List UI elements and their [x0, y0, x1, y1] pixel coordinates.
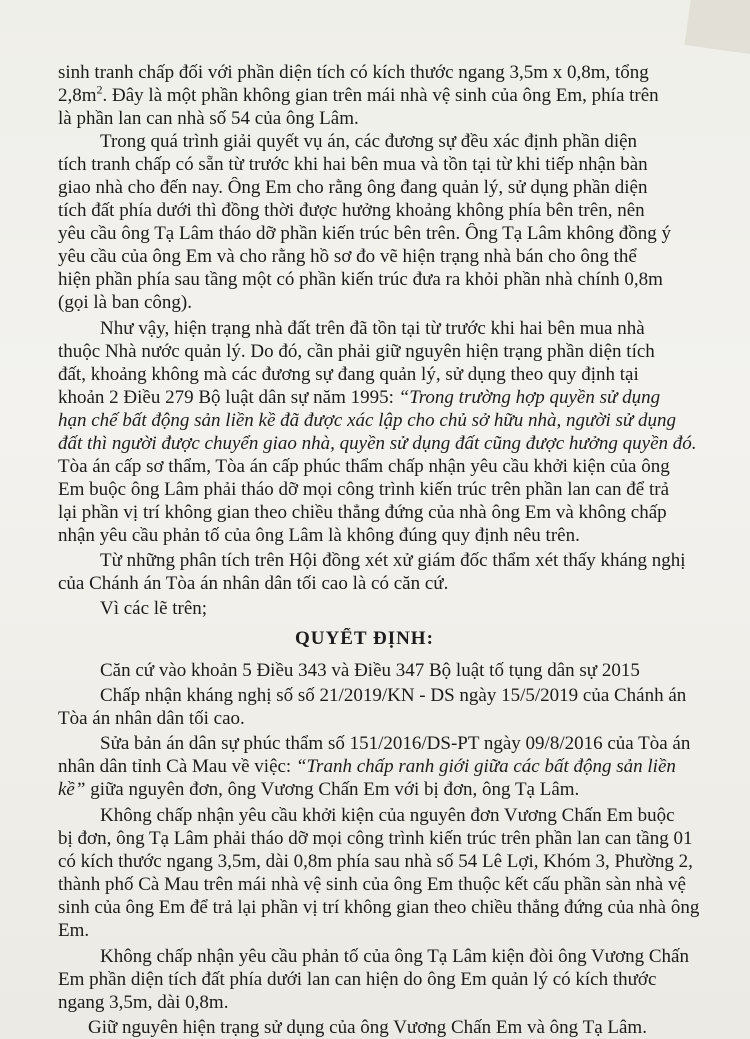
- text-line: [58, 269, 750, 291]
- line-segment: hiện phần phía sau tầng một có phần kiến trúc đưa ra khỏi phần nhà chính 0,8m: [58, 269, 663, 290]
- line-segment: tích tranh chấp có sẵn từ trước khi hai bên mua và tồn tại từ khi tiếp nhận bàn: [58, 154, 648, 175]
- line-segment: kề”: [58, 779, 86, 800]
- text-line: [100, 550, 750, 572]
- line-segment: Em phần diện tích đất phía dưới lan can hiện do ông Em quản lý có kích thước: [58, 969, 657, 990]
- line-segment: Từ những phân tích trên Hội đồng xét xử giám đốc thẩm xét thấy kháng nghị: [100, 550, 686, 571]
- line-segment: “Trong trường hợp quyền sử dụng: [398, 387, 661, 408]
- line-segment: Trong quá trình giải quyết vụ án, các đương sự đều xác định phần diện: [100, 131, 638, 152]
- line-segment: Không chấp nhận yêu cầu phản tố của ông Tạ Lâm kiện đòi ông Vương Chấn: [100, 946, 689, 967]
- text-line: [58, 920, 750, 942]
- line-segment: Vì các lẽ trên;: [100, 598, 208, 619]
- line-segment: lại phần vị trí không gian theo chiều thẳng đứng của nhà ông Em và không chấp: [58, 502, 667, 523]
- text-line: [88, 1017, 750, 1039]
- line-segment: Tòa án cấp sơ thẩm, Tòa án cấp phúc thẩm chấp nhận yêu cầu khởi kiện của ông: [58, 456, 670, 477]
- text-line: [58, 433, 750, 455]
- text-line: [100, 318, 750, 340]
- line-segment: của Chánh án Tòa án nhân dân tối cao là có căn cứ.: [58, 573, 449, 594]
- page-corner-fold: [684, 0, 750, 55]
- text-line: [58, 969, 750, 991]
- line-segment: QUYẾT ĐỊNH:: [295, 628, 434, 649]
- line-segment: 2: [96, 85, 103, 97]
- line-segment: đất, khoảng không mà các đương sự đang quản lý, sử dụng theo quy định tại: [58, 364, 639, 385]
- text-line: [58, 828, 750, 850]
- text-line: [100, 946, 750, 968]
- line-segment: Như vậy, hiện trạng nhà đất trên đã tồn tại từ trước khi hai bên mua nhà: [100, 318, 645, 339]
- text-line: [58, 364, 750, 386]
- line-segment: . Đây là một phần không gian trên mái nhà vệ sinh của ông Em, phía trên: [102, 85, 659, 106]
- line-segment: thành phố Cà Mau trên mái nhà vệ sinh của ông Em thuộc kết cấu phần sàn nhà vệ: [58, 874, 686, 895]
- text-line: [58, 223, 750, 245]
- section-heading: [295, 628, 750, 650]
- text-line: [100, 733, 750, 755]
- line-segment: sinh tranh chấp đối với phần diện tích có kích thước ngang 3,5m x 0,8m, tổng: [58, 62, 649, 83]
- line-segment: yêu cầu của ông Em và cho rằng hồ sơ đo vẽ hiện trạng nhà bán cho ông thể: [58, 246, 637, 267]
- text-line: [58, 108, 750, 130]
- text-line: [58, 502, 750, 524]
- text-line: [58, 85, 750, 107]
- text-line: [58, 897, 750, 919]
- line-segment: Giữ nguyên hiện trạng sử dụng của ông Vương Chấn Em và ông Tạ Lâm.: [88, 1017, 647, 1038]
- text-line: [58, 292, 750, 314]
- line-segment: tích đất phía dưới thì đồng thời được hưởng khoảng không phía bên trên, nên: [58, 200, 645, 221]
- line-segment: nhân dân tỉnh Cà Mau về việc:: [58, 756, 296, 777]
- text-line: [100, 660, 750, 682]
- text-line: [58, 525, 750, 547]
- line-segment: hạn chế bất động sản liền kề đã được xác lập cho chủ sở hữu nhà, người sử dụng: [58, 410, 677, 431]
- line-segment: Sửa bản án dân sự phúc thẩm số 151/2016/DS-PT ngày 09/8/2016 của Tòa án: [100, 733, 691, 754]
- line-segment: Căn cứ vào khoản 5 Điều 343 và Điều 347 Bộ luật tố tụng dân sự 2015: [100, 660, 640, 681]
- line-segment: Em.: [58, 920, 90, 941]
- line-segment: bị đơn, ông Tạ Lâm phải tháo dỡ mọi công trình kiến trúc trên phần lan can tầng 01: [58, 828, 693, 849]
- text-line: [58, 479, 750, 501]
- line-segment: Không chấp nhận yêu cầu khởi kiện của nguyên đơn Vương Chấn Em buộc: [100, 805, 675, 826]
- line-segment: giữa nguyên đơn, ông Vương Chấn Em với bị đơn, ông Tạ Lâm.: [85, 779, 580, 800]
- line-segment: có kích thước ngang 3,5m, dài 0,8m phía sau nhà số 54 Lê Lợi, Khóm 3, Phường 2,: [58, 851, 693, 872]
- text-line: [58, 200, 750, 222]
- line-segment: ngang 3,5m, dài 0,8m.: [58, 992, 229, 1013]
- line-segment: Chấp nhận kháng nghị số số 21/2019/KN - DS ngày 15/5/2019 của Chánh án: [100, 685, 687, 706]
- text-line: [100, 598, 750, 620]
- text-line: [58, 874, 750, 896]
- text-line: [58, 992, 750, 1014]
- line-segment: là phần lan can nhà số 54 của ông Lâm.: [58, 108, 359, 129]
- line-segment: Em buộc ông Lâm phải tháo dỡ mọi công trình kiến trúc trên phần lan can để trả: [58, 479, 670, 500]
- text-line: [58, 177, 750, 199]
- text-line: [100, 685, 750, 707]
- line-segment: thuộc Nhà nước quản lý. Do đó, cần phải giữ nguyên hiện trạng phần diện tích: [58, 341, 655, 362]
- line-segment: “Tranh chấp ranh giới giữa các bất động sản liền: [295, 756, 676, 777]
- text-line: [58, 851, 750, 873]
- line-segment: nhận yêu cầu phản tố của ông Lâm là không đúng quy định nêu trên.: [58, 525, 580, 546]
- text-line: [58, 573, 750, 595]
- text-line: [58, 341, 750, 363]
- text-line: [58, 154, 750, 176]
- line-segment: khoản 2 Điều 279 Bộ luật dân sự năm 1995:: [58, 387, 399, 408]
- line-segment: sinh của ông Em để trả lại phần vị trí không gian theo chiều thẳng đứng của nhà ông: [58, 897, 700, 918]
- line-segment: (gọi là ban công).: [58, 292, 193, 313]
- text-line: [58, 62, 750, 84]
- text-line: [100, 805, 750, 827]
- line-segment: Tòa án nhân dân tối cao.: [58, 708, 245, 729]
- text-line: [58, 756, 750, 778]
- line-segment: giao nhà cho đến nay. Ông Em cho rằng ông đang quản lý, sử dụng phần diện: [58, 177, 648, 198]
- text-line: [100, 131, 750, 153]
- text-line: [58, 387, 750, 409]
- text-line: [58, 246, 750, 268]
- text-line: [58, 456, 750, 478]
- line-segment: đất thì người được chuyển giao nhà, quyền sử dụng đất cũng được hưởng quyền đó.: [58, 433, 697, 454]
- line-segment: yêu cầu ông Tạ Lâm tháo dỡ phần kiến trúc bên trên. Ông Tạ Lâm không đồng ý: [58, 223, 671, 244]
- text-line: [58, 708, 750, 730]
- text-line: [58, 410, 750, 432]
- line-segment: 2,8m: [58, 85, 97, 106]
- text-line: [58, 779, 750, 801]
